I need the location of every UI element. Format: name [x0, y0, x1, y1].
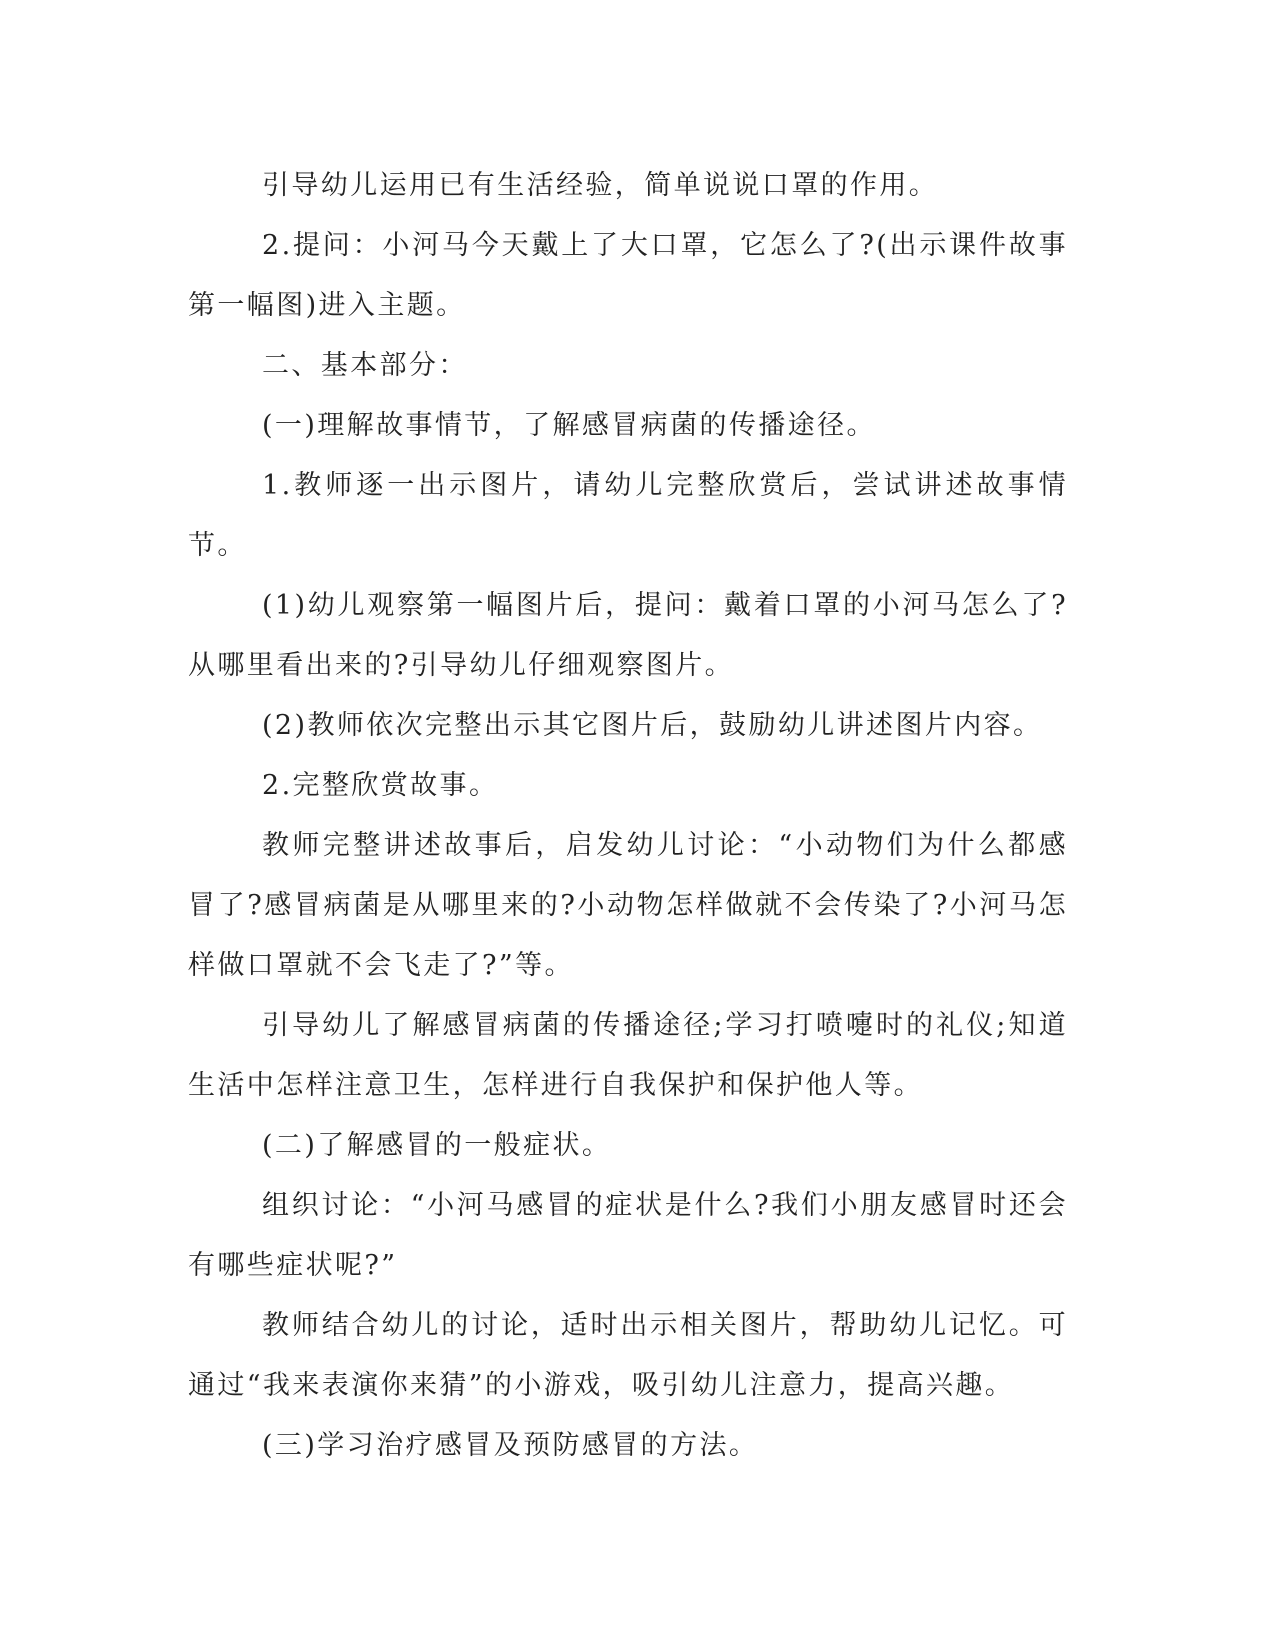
paragraph-show-pictures: 1.教师逐一出示图片，请幼儿完整欣赏后，尝试讲述故事情节。 [188, 470, 1068, 561]
section-heading-basic: 二、基本部分： [262, 350, 468, 381]
subsection-heading-3: (三)学习治疗感冒及预防感冒的方法。 [262, 1430, 759, 1461]
paragraph-appreciate-story: 2.完整欣赏故事。 [262, 770, 499, 801]
paragraph-show-others: (2)教师依次完整出示其它图片后，鼓励幼儿讲述图片内容。 [262, 710, 1043, 741]
subsection-heading-1: (一)理解故事情节，了解感冒病菌的传播途径。 [262, 410, 876, 441]
paragraph-observe-first: (1)幼儿观察第一幅图片后，提问：戴着口罩的小河马怎么了?从哪里看出来的?引导幼儿仔细观察图片。 [188, 590, 1068, 681]
paragraph-discussion: 教师完整讲述故事后，启发幼儿讨论：“小动物们为什么都感冒了?感冒病菌是从哪里来的?小动物怎样做就不会传染了?小河马怎样做口罩就不会飞走了?”等。 [188, 830, 1068, 981]
paragraph-game: 教师结合幼儿的讨论，适时出示相关图片，帮助幼儿记忆。可通过“我来表演你来猜”的小游戏，吸引幼儿注意力，提高兴趣。 [188, 1310, 1068, 1401]
paragraph-mask-usage: 引导幼儿运用已有生活经验，简单说说口罩的作用。 [262, 170, 939, 201]
paragraph-guide-hygiene: 引导幼儿了解感冒病菌的传播途径;学习打喷嚏时的礼仪;知道生活中怎样注意卫生，怎样进行自我保护和保护他人等。 [188, 1010, 1068, 1101]
paragraph-question-hippo: 2.提问：小河马今天戴上了大口罩，它怎么了?(出示课件故事第一幅图)进入主题。 [188, 230, 1068, 321]
document-body [188, 156, 1068, 1476]
paragraph-symptoms-discussion: 组织讨论：“小河马感冒的症状是什么?我们小朋友感冒时还会有哪些症状呢?” [188, 1190, 1068, 1281]
subsection-heading-2: (二)了解感冒的一般症状。 [262, 1130, 612, 1161]
